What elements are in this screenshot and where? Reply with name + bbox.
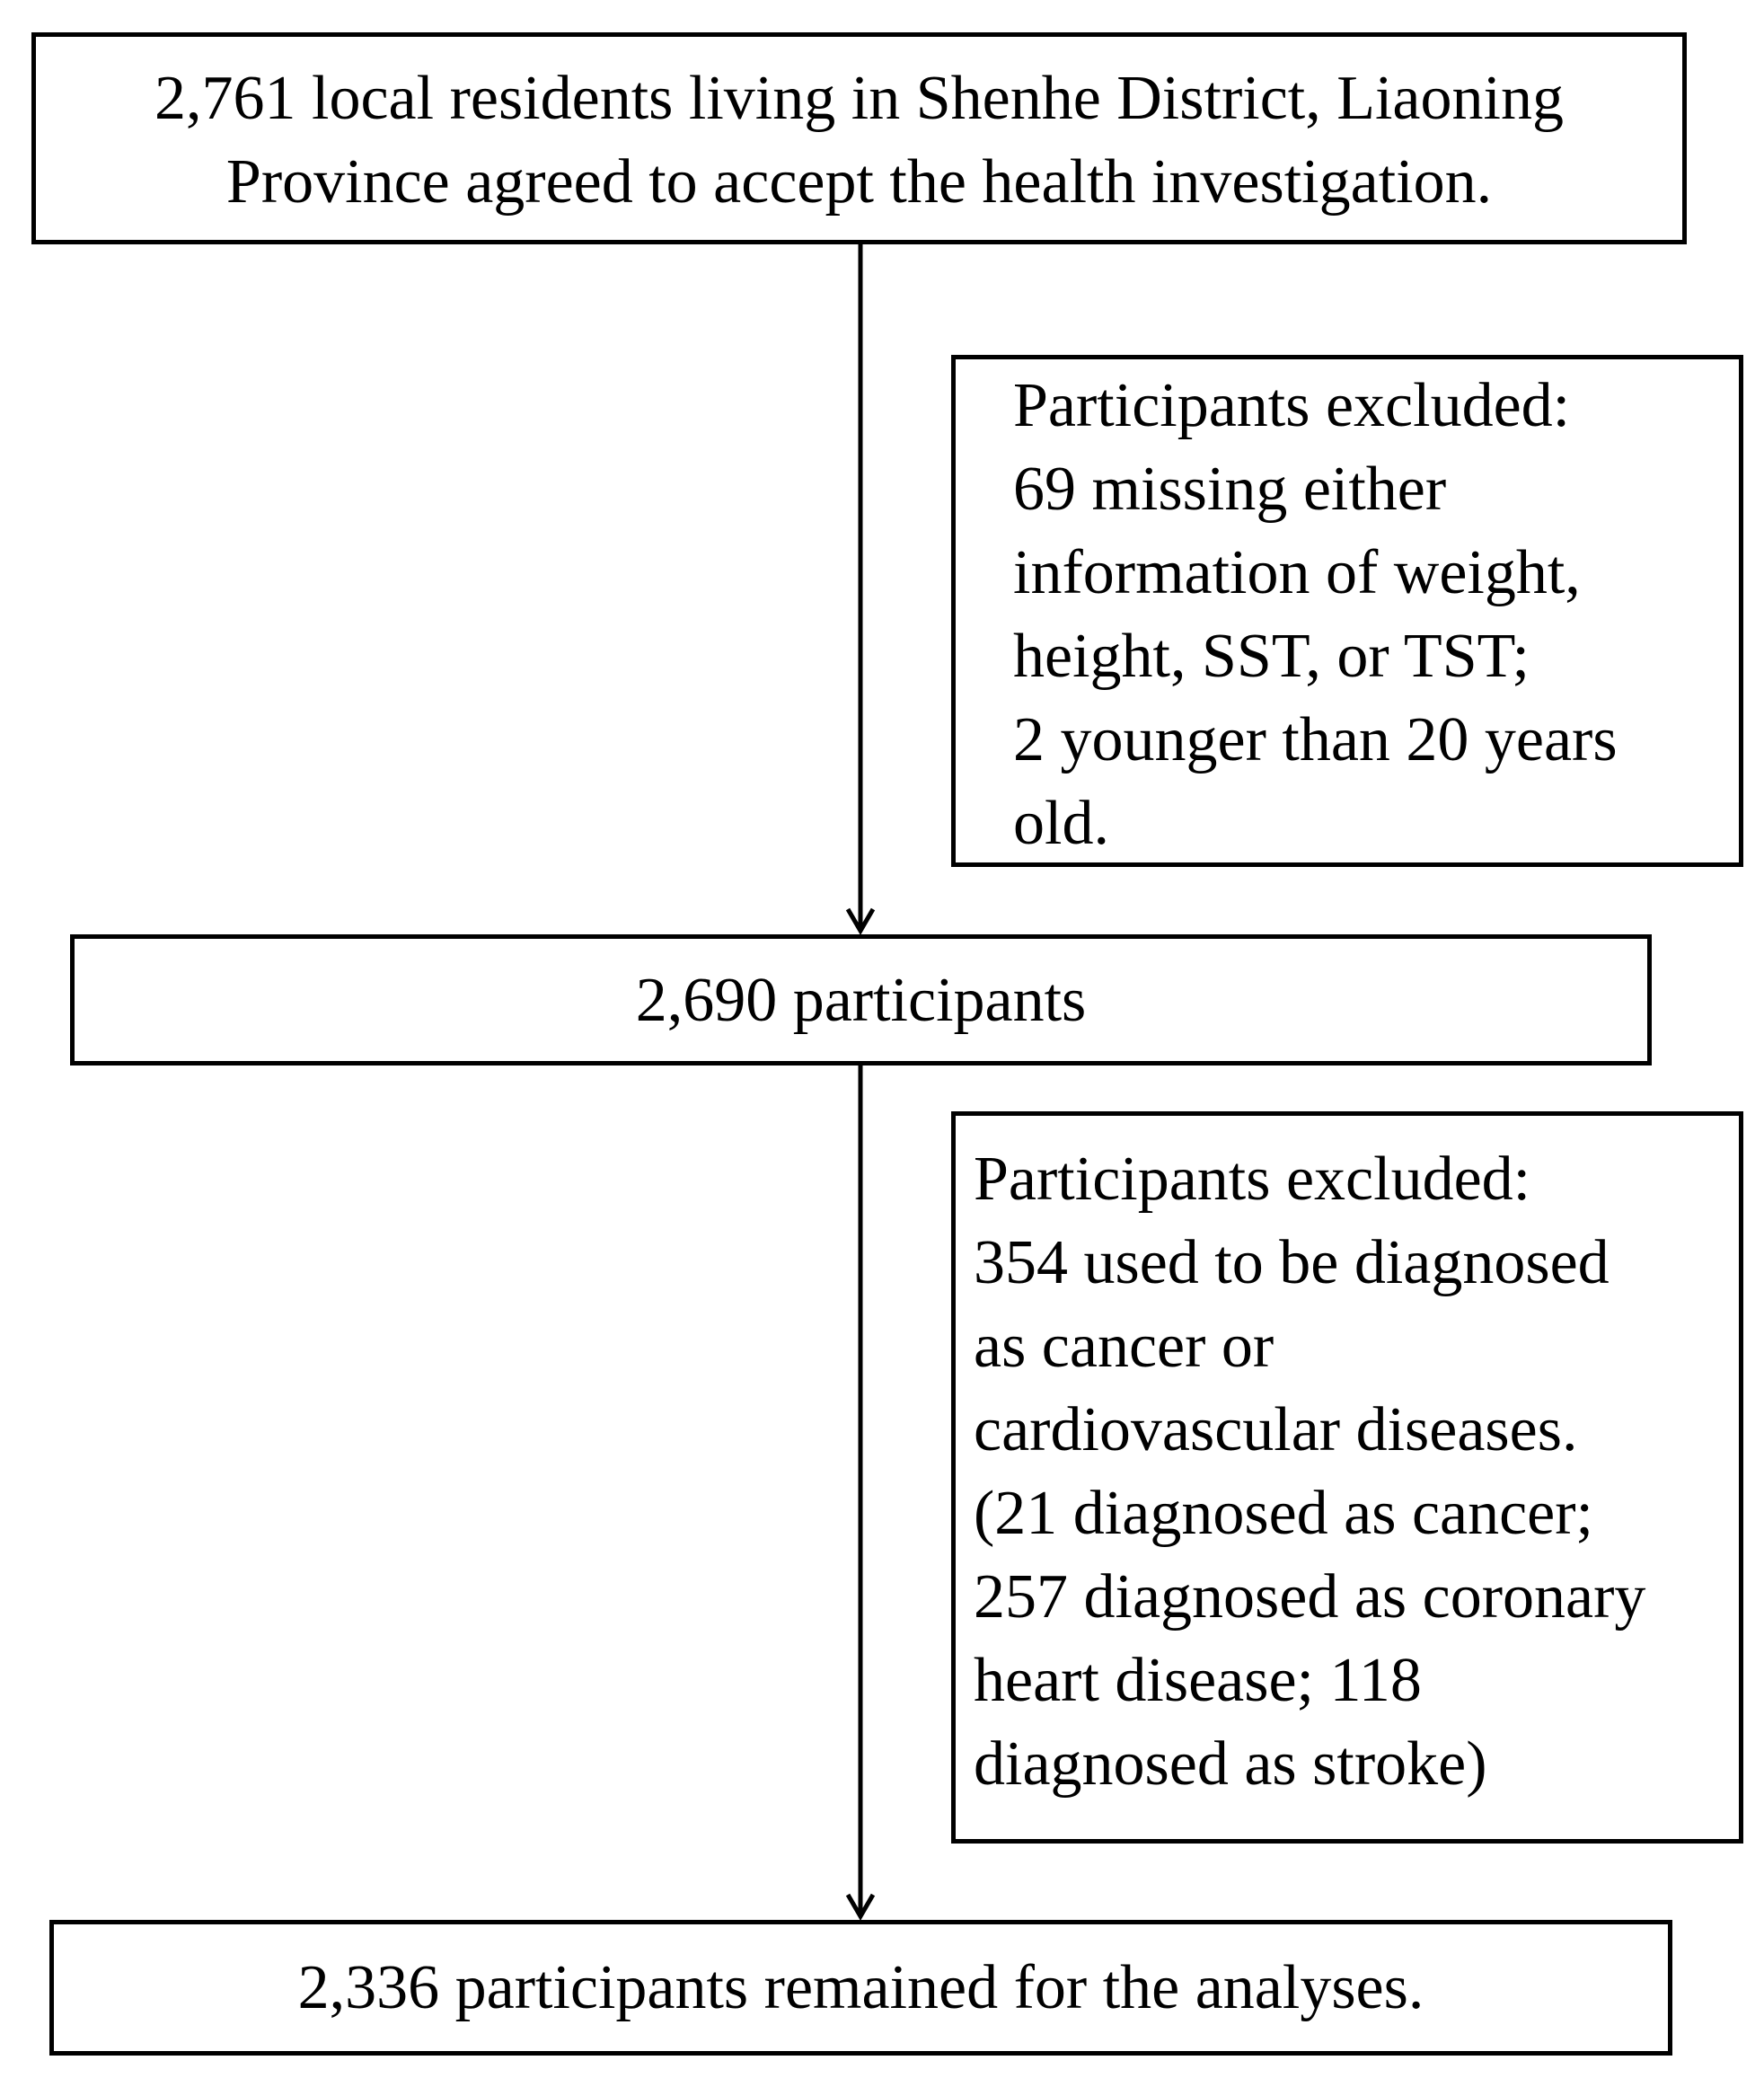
intermediate-count: 2,690 participants — [635, 966, 1087, 1035]
exclusion-line: heart disease; 118 — [974, 1646, 1422, 1715]
enrollment-line: Province agreed to accept the health investigation. — [225, 147, 1493, 217]
arrow-enrollment-to-intermediate — [848, 244, 873, 931]
intermediate-box — [70, 934, 1652, 1066]
exclusion-line: (21 diagnosed as cancer; — [974, 1479, 1593, 1548]
exclusion-line: 354 used to be diagnosed — [974, 1228, 1610, 1297]
exclusion-line: as cancer or — [974, 1312, 1274, 1381]
enrollment-line: 2,761 local residents living in Shenhe District, Liaoning — [154, 64, 1564, 133]
exclusion-box-2 — [951, 1111, 1743, 1844]
final-box — [49, 1920, 1672, 2056]
exclusion-line: 257 diagnosed as coronary — [974, 1562, 1646, 1631]
exclusion-line: 2 younger than 20 years — [1013, 705, 1618, 774]
exclusion-box-1 — [951, 355, 1743, 867]
exclusion-heading: Participants excluded: — [1013, 371, 1571, 440]
exclusion-line: information of weight, — [1013, 538, 1581, 607]
enrollment-box — [31, 32, 1687, 244]
final-count: 2,336 participants remained for the analyses. — [297, 1953, 1424, 2022]
exclusion-line: diagnosed as stroke) — [974, 1729, 1487, 1799]
exclusion-heading: Participants excluded: — [974, 1145, 1531, 1214]
arrow-intermediate-to-final — [848, 1066, 873, 1916]
exclusion-line: cardiovascular diseases. — [974, 1395, 1578, 1464]
exclusion-line: height, SST, or TST; — [1013, 622, 1530, 691]
exclusion-line: 69 missing either — [1013, 455, 1447, 524]
exclusion-line: old. — [1013, 789, 1109, 858]
